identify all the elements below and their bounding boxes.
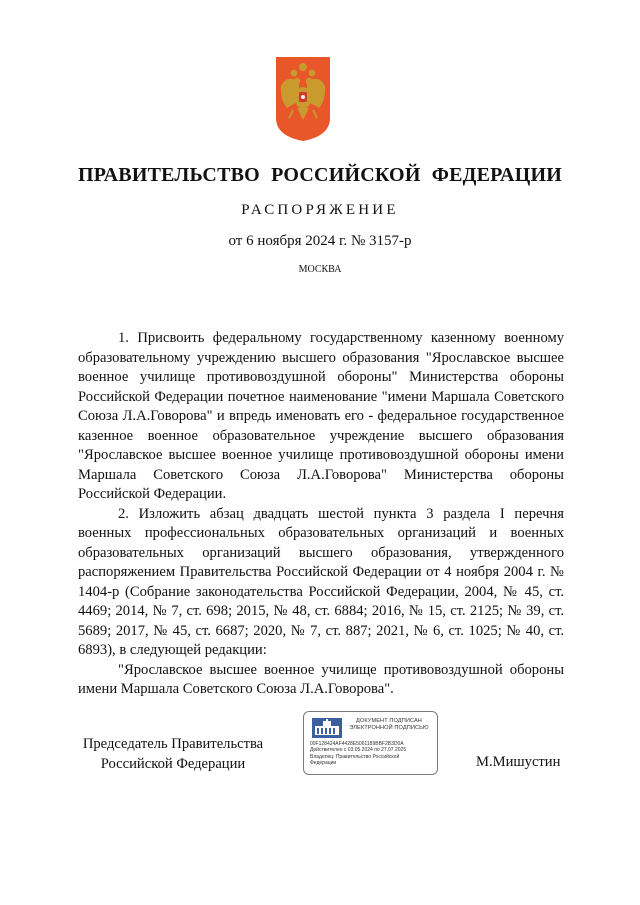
document-city: МОСКВА [298, 264, 342, 275]
stamp-owner-line-2: Федерации [310, 760, 337, 767]
stamp-certificate: 00F128424AF4428E5061189BBF2B3D0A [310, 741, 404, 747]
stamp-owner-line-1: Владелец: Правительство Российской [310, 753, 400, 760]
signatory-position-line-1: Председатель Правительства [82, 736, 264, 752]
signatory-position [78, 735, 268, 774]
document-type: РАСПОРЯЖЕНИЕ [241, 202, 399, 218]
electronic-signature-stamp [303, 711, 438, 775]
government-building-icon [312, 718, 342, 738]
stamp-heading [342, 718, 436, 732]
signatory-name: М.Мишустин [476, 754, 561, 770]
document-date-number: от 6 ноября 2024 г. № 3157-р [228, 233, 412, 249]
russian-coat-of-arms-icon [275, 56, 331, 142]
stamp-heading-line-2: ЭЛЕКТРОННОЙ ПОДПИСЬЮ [349, 725, 429, 731]
stamp-validity: Действителен с 03.05.2024 по 27.07.2025 [310, 747, 407, 754]
document-body [78, 329, 564, 700]
paragraph-2-quote: "Ярославское высшее военное училище противовоздушной обороны имени Маршала Советского Союза Л.А.Говорова". [78, 661, 564, 697]
paragraph-2: 2. Изложить абзац двадцать шестой пункта 3 раздела I перечня военных профессиональных образовательных организаций и военных образовательных организаций высшего образования, утвержденного распоряжением Правительства Российской Федерации от 4 ноября 2004 г. № 1404-р (Собрание законодательства Российской Федерации, 2004, № 45, ст. 4469; 2014, № 7, ст. 698; 2015, № 48, ст. 6884; 2016, № 15, ст. 2125; № 39, ст. 5689; 2017, № 45, ст. 6687; 2020, № 7, ст. 887; 2021, № 6, ст. 1025; № 40, ст. 6893), в следующей редакции: [78, 505, 564, 658]
paragraph-1: 1. Присвоить федеральному государственному казенному военному образовательному учреждению высшего образования "Ярославское высшее военное училище противовоздушной обороны" Министерства обороны Российской Федерации почетное наименование "имени Маршала Советского Союза Л.А.Говорова" и впредь именовать его - федеральное государственное казенное военное образовательное учреждение высшего образования "Ярославское высшее военное училище противовоздушной обороны имени Маршала Советского Союза Л.А.Говорова" Министерства обороны Российской Федерации. [78, 330, 564, 502]
stamp-details [310, 741, 435, 767]
signatory-position-line-2: Российской Федерации [100, 755, 246, 772]
stamp-heading-line-1: ДОКУМЕНТ ПОДПИСАН [356, 718, 422, 724]
government-title: ПРАВИТЕЛЬСТВО РОССИЙСКОЙ ФЕДЕРАЦИИ [78, 164, 562, 186]
